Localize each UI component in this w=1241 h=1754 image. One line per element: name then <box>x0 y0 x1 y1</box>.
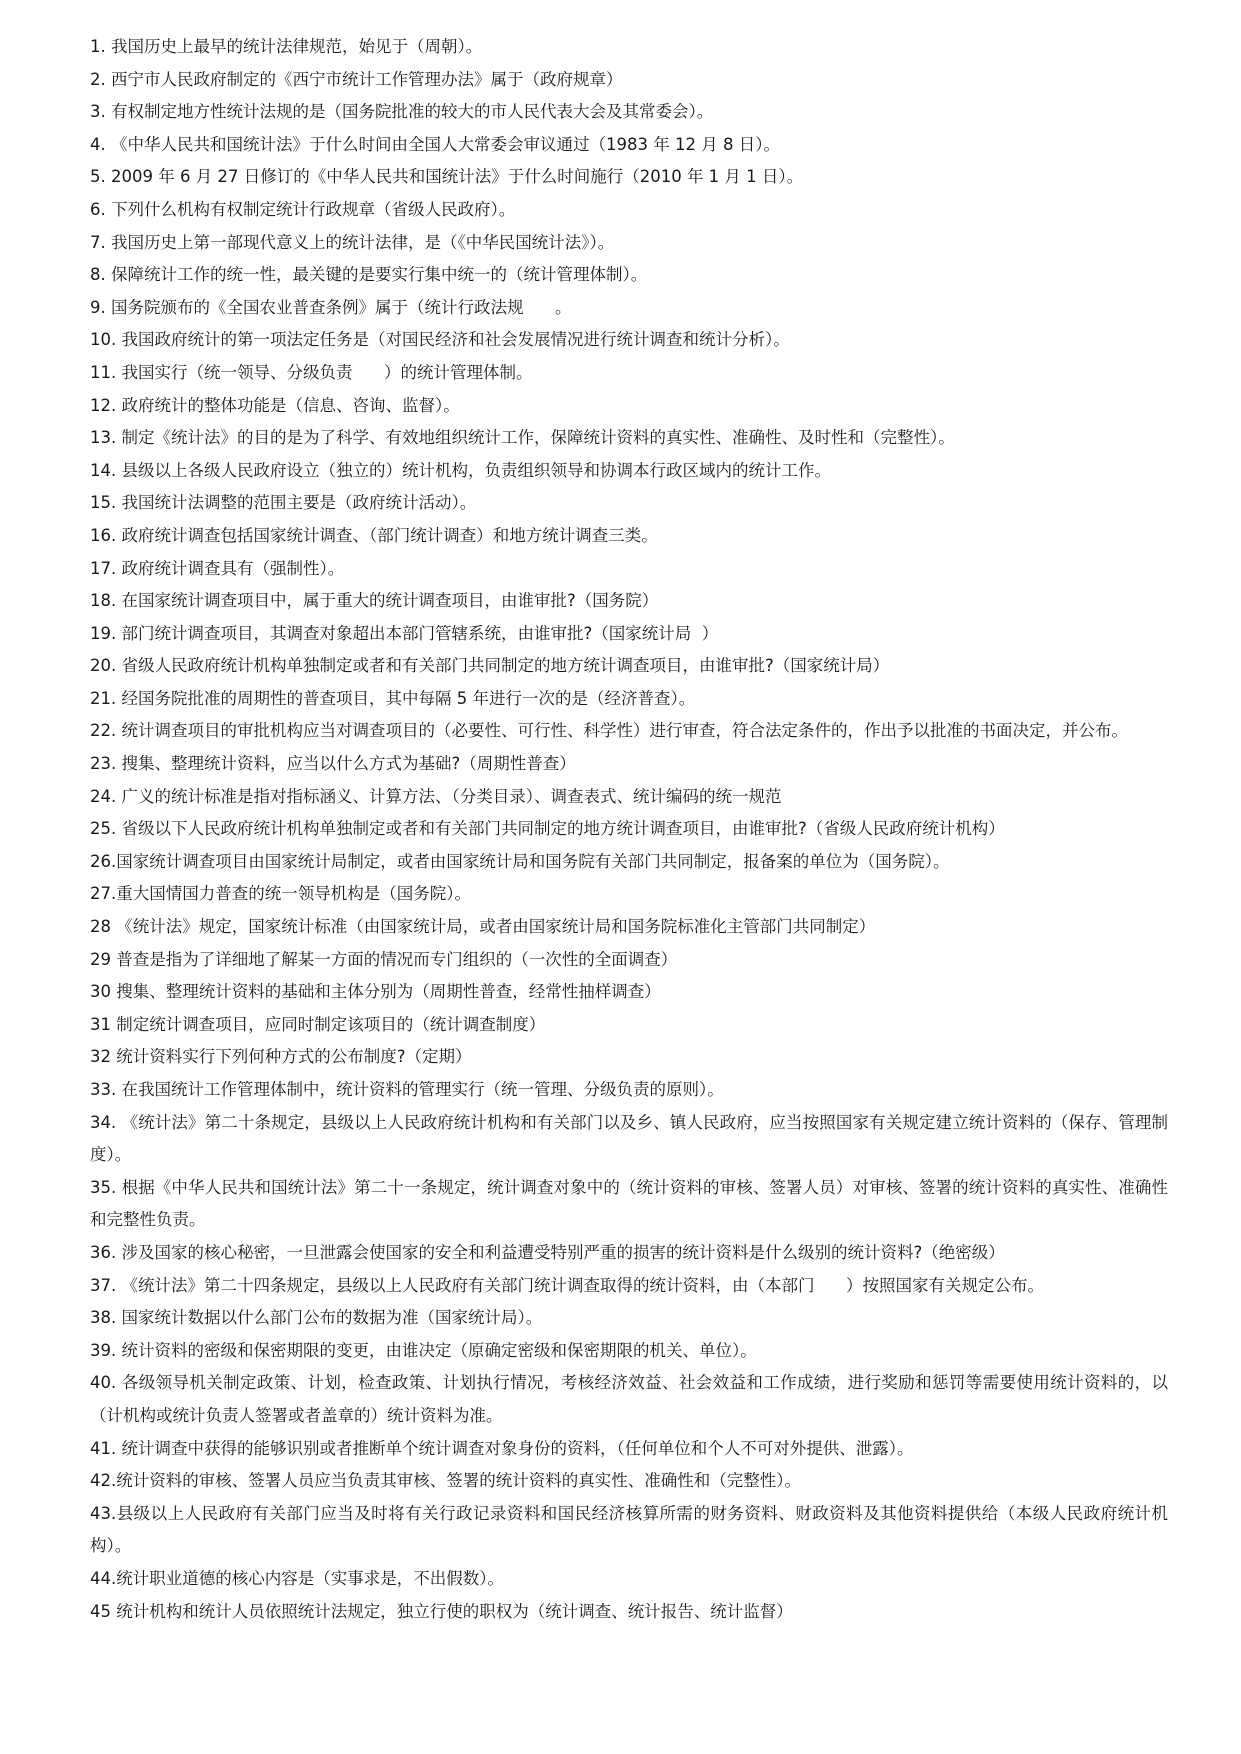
question-item: 10. 我国政府统计的第一项法定任务是（对国民经济和社会发展情况进行统计调查和统计分析）。 <box>90 330 790 350</box>
question-item: 8. 保障统计工作的统一性，最关键的是要实行集中统一的（统计管理体制）。 <box>90 265 648 285</box>
question-item: 15. 我国统计法调整的范围主要是（政府统计活动）。 <box>90 493 477 513</box>
question-item: 2. 西宁市人民政府制定的《西宁市统计工作管理办法》属于（政府规章） <box>90 69 623 89</box>
question-item: 3. 有权制定地方性统计法规的是（国务院批准的较大的市人民代表大会及其常委会）。 <box>90 102 714 122</box>
question-item: 5. 2009 年 6 月 27 日修订的《中华人民共和国统计法》于什么时间施行（2010 年 1 月 1 日）。 <box>90 167 804 187</box>
question-item: 23. 搜集、整理统计资料，应当以什么方式为基础?（周期性普查） <box>90 754 576 774</box>
question-item: 4. 《中华人民共和国统计法》于什么时间由全国人大常委会审议通过（1983 年 12 月 8 日）。 <box>90 134 780 154</box>
question-item: 32 统计资料实行下列何种方式的公布制度?（定期） <box>90 1047 472 1067</box>
question-item: 25. 省级以下人民政府统计机构单独制定或者和有关部门共同制定的地方统计调查项目，由谁审批?（省级人民政府统计机构） <box>90 819 1005 839</box>
question-item: 18. 在国家统计调查项目中，属于重大的统计调查项目，由谁审批?（国务院） <box>90 591 659 611</box>
question-item: 41. 统计调查中获得的能够识别或者推断单个统计调查对象身份的资料，（任何单位和个人不可对外提供、泄露）。 <box>90 1438 914 1458</box>
question-item: 16. 政府统计调查包括国家统计调查、（部门统计调查）和地方统计调查三类。 <box>90 525 658 545</box>
question-item: 12. 政府统计的整体功能是（信息、咨询、监督）。 <box>90 395 460 415</box>
question-item: 43.县级以上人民政府有关部门应当及时将有关行政记录资料和国民经济核算所需的财务资料、财政资料及其他资料提供给（本级人民政府统计机构）。 <box>90 1503 1168 1556</box>
question-item: 20. 省级人民政府统计机构单独制定或者和有关部门共同制定的地方统计调查项目，由谁审批?（国家统计局） <box>90 656 890 676</box>
question-item: 44.统计职业道德的核心内容是（实事求是，不出假数）。 <box>90 1568 504 1588</box>
question-item: 31 制定统计调查项目，应同时制定该项目的（统计调查制度） <box>90 1014 546 1034</box>
question-item: 35. 根据《中华人民共和国统计法》第二十一条规定，统计调查对象中的（统计资料的审核、签署人员）对审核、签署的统计资料的真实性、准确性和完整性负责。 <box>90 1177 1168 1230</box>
question-item: 29 普查是指为了详细地了解某一方面的情况而专门组织的（一次性的全面调查） <box>90 949 678 969</box>
question-item: 21. 经国务院批准的周期性的普查项目，其中每隔 5 年进行一次的是（经济普查）。 <box>90 688 696 708</box>
question-item: 28 《统计法》规定，国家统计标准（由国家统计局，或者由国家统计局和国务院标准化主管部门共同制定） <box>90 917 876 937</box>
question-item: 6. 下列什么机构有权制定统计行政规章（省级人民政府）。 <box>90 199 516 219</box>
question-item: 33. 在我国统计工作管理体制中，统计资料的管理实行（统一管理、分级负责的原则）。 <box>90 1080 724 1099</box>
question-item: 7. 我国历史上第一部现代意义上的统计法律，是（《中华民国统计法》）。 <box>90 232 615 252</box>
question-item: 22. 统计调查项目的审批机构应当对调查项目的（必要性、可行性、科学性）进行审查，符合法定条件的，作出予以批准的书面决定，并公布。 <box>90 721 1128 741</box>
question-item: 38. 国家统计数据以什么部门公布的数据为准（国家统计局）。 <box>90 1308 543 1328</box>
question-item: 26.国家统计调查项目由国家统计局制定，或者由国家统计局和国务院有关部门共同制定，报备案的单位为（国务院）。 <box>90 851 950 871</box>
question-item: 30 搜集、整理统计资料的基础和主体分别为（周期性普查，经常性抽样调查） <box>90 982 661 1002</box>
question-item: 34. 《统计法》第二十条规定，县级以上人民政府统计机构和有关部门以及乡、镇人民政府，应当按照国家有关规定建立统计资料的（保存、管理制度）。 <box>90 1112 1168 1165</box>
question-item: 36. 涉及国家的核心秘密，一旦泄露会使国家的安全和利益遭受特别严重的损害的统计资料是什么级别的统计资料?（绝密级） <box>90 1242 1005 1262</box>
question-item: 40. 各级领导机关制定政策、计划，检查政策、计划执行情况，考核经济效益、社会效益和工作成绩，进行奖励和惩罚等需要使用统计资料的，以（计机构或统计负责人签署或者盖章的）统计资料为准。 <box>90 1373 1168 1425</box>
question-item: 45 统计机构和统计人员依照统计法规定，独立行使的职权为（统计调查、统计报告、统计监督） <box>90 1601 793 1621</box>
question-item: 1. 我国历史上最早的统计法律规范，始见于（周朝）。 <box>90 37 483 56</box>
question-item: 14. 县级以上各级人民政府设立（独立的）统计机构，负责组织领导和协调本行政区域内的统计工作。 <box>90 460 831 480</box>
question-item: 24. 广义的统计标准是指对指标涵义、计算方法、（分类目录）、调查表式、统计编码的统一规范 <box>90 786 782 806</box>
question-item: 19. 部门统计调查项目，其调查对象超出本部门管辖系统，由谁审批?（国家统计局 ） <box>90 623 719 643</box>
question-item: 39. 统计资料的密级和保密期限的变更，由谁决定（原确定密级和保密期限的机关、单位）。 <box>90 1340 757 1360</box>
question-item: 27.重大国情国力普查的统一领导机构是（国务院）。 <box>90 884 471 904</box>
question-item: 17. 政府统计调查具有（强制性）。 <box>90 558 345 578</box>
question-item: 42.统计资料的审核、签署人员应当负责其审核、签署的统计资料的真实性、准确性和（完整性）。 <box>90 1471 801 1491</box>
question-item: 13. 制定《统计法》的目的是为了科学、有效地组织统计工作，保障统计资料的真实性、准确性、及时性和（完整性）。 <box>90 428 955 448</box>
question-item: 11. 我国实行（统一领导、分级负责 ）的统计管理体制。 <box>90 362 533 382</box>
question-item: 37. 《统计法》第二十四条规定，县级以上人民政府有关部门统计调查取得的统计资料，由（本部门 ）按照国家有关规定公布。 <box>90 1275 1044 1295</box>
question-item: 9. 国务院颁布的《全国农业普查条例》属于（统计行政法规 。 <box>90 297 572 317</box>
question-list <box>90 31 1168 1628</box>
